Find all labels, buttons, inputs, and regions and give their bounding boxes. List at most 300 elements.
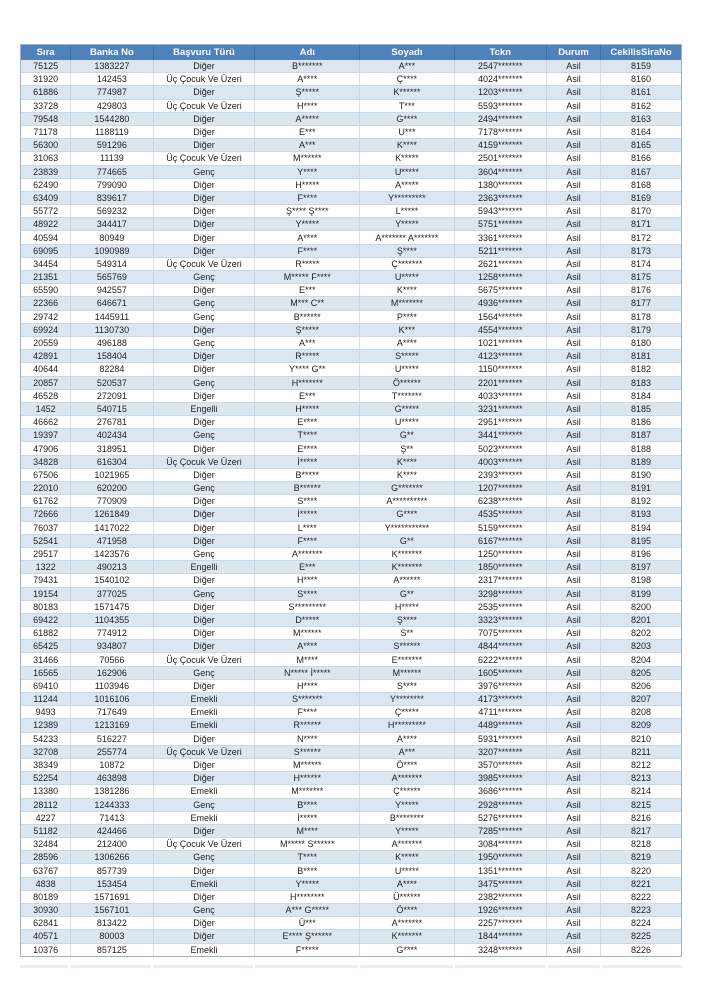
cell-banka-no: 799090	[71, 179, 154, 191]
cell-soyadi: G****	[360, 508, 454, 520]
cell-adi: R******	[255, 719, 360, 731]
cell-banka-no: 516227	[71, 733, 154, 745]
cell-basvuru-turu: Diğer	[154, 113, 256, 125]
cell-banka-no: 153454	[71, 878, 154, 890]
cell-sira: 51182	[21, 825, 71, 837]
cell-banka-no: 142453	[71, 73, 154, 85]
table-row	[21, 508, 681, 521]
cell-tckn: 3985*******	[455, 772, 547, 784]
cell-sira: 28112	[21, 799, 71, 811]
cell-soyadi: H*****	[360, 601, 454, 613]
cell-basvuru-turu: Diğer	[154, 680, 256, 692]
cell-adi: T****	[255, 429, 360, 441]
cell-soyadi: K****	[360, 284, 454, 296]
next-page-edge-segment	[455, 965, 548, 968]
cell-adi: H****	[255, 680, 360, 692]
cell-banka-no: 591296	[71, 139, 154, 151]
cell-basvuru-turu: Emekli	[154, 878, 256, 890]
cell-tckn: 3475*******	[455, 878, 547, 890]
cell-cekilis-sira-no: 8193	[631, 509, 652, 520]
cell-soyadi: E*******	[360, 653, 454, 665]
cell-sira: 1452	[21, 403, 71, 415]
cell-tckn: 5593*******	[455, 100, 547, 112]
cell-banka-no: 463898	[71, 772, 154, 784]
cell-adi: E****	[255, 416, 360, 428]
cell-soyadi: U*****	[360, 416, 454, 428]
cell-sira: 69410	[21, 680, 71, 692]
cell-sira: 79548	[21, 113, 71, 125]
cell-tckn: 5675*******	[455, 284, 547, 296]
table-row	[21, 904, 681, 917]
cell-tckn: 3323*******	[455, 614, 547, 626]
cell-cekilis-sira-no: 8199	[631, 588, 652, 599]
cell-banka-no: 255774	[71, 746, 154, 758]
cell-durum: Asil	[547, 166, 601, 178]
cell-banka-no: 1381286	[71, 785, 154, 797]
cell-adi: Y*****	[255, 878, 360, 890]
cell-basvuru-turu: Engelli	[154, 403, 256, 415]
cell-cekilis-sira-no: 8196	[631, 549, 652, 560]
cell-basvuru-turu: Diğer	[154, 733, 256, 745]
cell-soyadi: Ç****	[360, 73, 454, 85]
cell-soyadi: Ö******	[360, 377, 454, 389]
cell-cekilis-sira-no: 8215	[631, 799, 652, 810]
cell-basvuru-turu: Genç	[154, 904, 256, 916]
table-row	[21, 86, 681, 99]
cell-banka-no: 212400	[71, 838, 154, 850]
cell-sira: 34828	[21, 456, 71, 468]
table-row	[21, 179, 681, 192]
cell-durum: Asil	[547, 812, 601, 824]
cell-tckn: 3231*******	[455, 403, 547, 415]
cell-tckn: 6167*******	[455, 535, 547, 547]
cell-sira: 19397	[21, 429, 71, 441]
cell-tckn: 3441*******	[455, 429, 547, 441]
cell-basvuru-turu: Üç Çocuk Ve Üzeri	[154, 653, 256, 665]
cell-cekilis-sira-no: 8161	[631, 87, 652, 98]
table-row	[21, 442, 681, 455]
cell-banka-no: 646671	[71, 297, 154, 309]
cell-adi: Ş*****	[255, 86, 360, 98]
cell-basvuru-turu: Diğer	[154, 759, 256, 771]
cell-basvuru-turu: Diğer	[154, 126, 256, 138]
cell-tckn: 2547*******	[455, 60, 547, 72]
cell-durum: Asil	[547, 759, 601, 771]
cell-sira: 61882	[21, 627, 71, 639]
cell-durum: Asil	[547, 904, 601, 916]
table-row	[21, 271, 681, 284]
cell-durum: Asil	[547, 746, 601, 758]
cell-soyadi: Ş**	[360, 442, 454, 454]
table-row	[21, 535, 681, 548]
cell-basvuru-turu: Diğer	[154, 218, 256, 230]
cell-tckn: 2501*******	[455, 152, 547, 164]
table-row	[21, 574, 681, 587]
cell-tckn: 3686*******	[455, 785, 547, 797]
cell-durum: Asil	[547, 100, 601, 112]
cell-soyadi: K****	[360, 139, 454, 151]
cell-tckn: 2317*******	[455, 574, 547, 586]
cell-banka-no: 496188	[71, 337, 154, 349]
table-row	[21, 825, 681, 838]
cell-adi: Y*****	[255, 218, 360, 230]
cell-banka-no: 774987	[71, 86, 154, 98]
cell-soyadi: U*****	[360, 363, 454, 375]
cell-durum: Asil	[547, 60, 601, 72]
cell-tckn: 1844*******	[455, 930, 547, 942]
cell-adi: M******	[255, 627, 360, 639]
cell-basvuru-turu: Üç Çocuk Ve Üzeri	[154, 152, 256, 164]
table-row	[21, 311, 681, 324]
cell-banka-no: 80949	[71, 231, 154, 243]
cell-cekilis-sira-no: 8170	[631, 206, 652, 217]
cell-banka-no: 429803	[71, 100, 154, 112]
table-row	[21, 851, 681, 864]
cell-tckn: 2494*******	[455, 113, 547, 125]
cell-soyadi: A**********	[360, 495, 454, 507]
cell-cekilis-sira-no: 8221	[631, 878, 652, 889]
cell-tckn: 4159*******	[455, 139, 547, 151]
cell-adi: F****	[255, 706, 360, 718]
cell-basvuru-turu: Diğer	[154, 324, 256, 336]
cell-cekilis-sira-no: 8195	[631, 535, 652, 546]
cell-tckn: 2257*******	[455, 917, 547, 929]
cell-soyadi: Y*****	[360, 825, 454, 837]
cell-soyadi: K****	[360, 469, 454, 481]
cell-durum: Asil	[547, 799, 601, 811]
cell-tckn: 3361*******	[455, 231, 547, 243]
cell-durum: Asil	[547, 311, 601, 323]
cell-cekilis-sira-no: 8165	[631, 140, 652, 151]
cell-adi: H******	[255, 772, 360, 784]
cell-basvuru-turu: Diğer	[154, 179, 256, 191]
cell-adi: F****	[255, 192, 360, 204]
cell-durum: Asil	[547, 377, 601, 389]
cell-cekilis-sira-no: 8162	[631, 100, 652, 111]
cell-cekilis-sira-no: 8178	[631, 311, 652, 322]
cell-adi: F****	[255, 535, 360, 547]
cell-basvuru-turu: Diğer	[154, 139, 256, 151]
cell-durum: Asil	[547, 152, 601, 164]
cell-adi: A*** G*****	[255, 904, 360, 916]
table-row	[21, 218, 681, 231]
cell-cekilis-sira-no: 8181	[631, 351, 652, 362]
cell-soyadi: A****	[360, 733, 454, 745]
cell-cekilis-sira-no: 8219	[631, 852, 652, 863]
cell-sira: 69095	[21, 245, 71, 257]
cell-cekilis-sira-no: 8169	[631, 192, 652, 203]
cell-soyadi: G****	[360, 113, 454, 125]
cell-tckn: 1380*******	[455, 179, 547, 191]
cell-soyadi: Ç******	[360, 785, 454, 797]
cell-adi: A****	[255, 640, 360, 652]
cell-basvuru-turu: Diğer	[154, 442, 256, 454]
table-row	[21, 482, 681, 495]
table-row	[21, 746, 681, 759]
cell-adi: F*****	[255, 944, 360, 956]
cell-adi: Ş*****	[255, 324, 360, 336]
cell-banka-no: 80003	[71, 930, 154, 942]
cell-durum: Asil	[547, 614, 601, 626]
cell-basvuru-turu: Emekli	[154, 693, 256, 705]
cell-tckn: 3084*******	[455, 838, 547, 850]
cell-tckn: 1203*******	[455, 86, 547, 98]
cell-durum: Asil	[547, 442, 601, 454]
cell-tckn: 2393*******	[455, 469, 547, 481]
cell-basvuru-turu: Emekli	[154, 706, 256, 718]
cell-sira: 75125	[21, 60, 71, 72]
cell-durum: Asil	[547, 363, 601, 375]
cell-soyadi: S*****	[360, 350, 454, 362]
table-row	[21, 152, 681, 165]
cell-soyadi: Ü******	[360, 891, 454, 903]
header-cell-soyadi: Soyadı	[360, 45, 454, 60]
cell-soyadi: A*******	[360, 772, 454, 784]
cell-basvuru-turu: Genç	[154, 377, 256, 389]
cell-adi: A****	[255, 231, 360, 243]
results-table	[20, 44, 682, 957]
cell-cekilis-sira-no: 8200	[631, 601, 652, 612]
cell-durum: Asil	[547, 192, 601, 204]
cell-durum: Asil	[547, 337, 601, 349]
cell-durum: Asil	[547, 324, 601, 336]
cell-durum: Asil	[547, 245, 601, 257]
cell-durum: Asil	[547, 390, 601, 402]
cell-banka-no: 1544280	[71, 113, 154, 125]
cell-soyadi: L*****	[360, 205, 454, 217]
cell-durum: Asil	[547, 535, 601, 547]
cell-sira: 22366	[21, 297, 71, 309]
cell-tckn: 2382*******	[455, 891, 547, 903]
cell-tckn: 2951*******	[455, 416, 547, 428]
cell-sira: 9493	[21, 706, 71, 718]
cell-basvuru-turu: Genç	[154, 311, 256, 323]
cell-soyadi: U*****	[360, 864, 454, 876]
cell-cekilis-sira-no: 8177	[631, 298, 652, 309]
cell-tckn: 2621*******	[455, 258, 547, 270]
cell-soyadi: S**	[360, 627, 454, 639]
cell-cekilis-sira-no: 8185	[631, 403, 652, 414]
cell-basvuru-turu: Diğer	[154, 245, 256, 257]
cell-cekilis-sira-no: 8203	[631, 641, 652, 652]
cell-sira: 80189	[21, 891, 71, 903]
cell-banka-no: 1306266	[71, 851, 154, 863]
cell-cekilis-sira-no: 8175	[631, 272, 652, 283]
cell-sira: 52254	[21, 772, 71, 784]
cell-banka-no: 1130730	[71, 324, 154, 336]
cell-sira: 48922	[21, 218, 71, 230]
table-row	[21, 363, 681, 376]
cell-soyadi: B********	[360, 812, 454, 824]
cell-durum: Asil	[547, 86, 601, 98]
cell-cekilis-sira-no: 8222	[631, 891, 652, 902]
cell-durum: Asil	[547, 548, 601, 560]
cell-cekilis-sira-no: 8209	[631, 720, 652, 731]
table-row	[21, 693, 681, 706]
cell-tckn: 7075*******	[455, 627, 547, 639]
cell-sira: 65425	[21, 640, 71, 652]
cell-basvuru-turu: Diğer	[154, 522, 256, 534]
cell-durum: Asil	[547, 785, 601, 797]
cell-basvuru-turu: Diğer	[154, 469, 256, 481]
cell-durum: Asil	[547, 271, 601, 283]
table-row	[21, 838, 681, 851]
cell-basvuru-turu: Genç	[154, 667, 256, 679]
next-page-edge-segment	[548, 965, 602, 968]
cell-sira: 1322	[21, 561, 71, 573]
table-row	[21, 60, 681, 73]
table-row	[21, 799, 681, 812]
cell-cekilis-sira-no: 8206	[631, 680, 652, 691]
cell-adi: S*******	[255, 693, 360, 705]
cell-soyadi: K***	[360, 324, 454, 336]
table-body	[21, 60, 681, 956]
cell-soyadi: A******* A*******	[360, 231, 454, 243]
cell-durum: Asil	[547, 297, 601, 309]
cell-tckn: 6222*******	[455, 653, 547, 665]
cell-adi: S*********	[255, 601, 360, 613]
cell-durum: Asil	[547, 350, 601, 362]
cell-sira: 54233	[21, 733, 71, 745]
cell-sira: 40594	[21, 231, 71, 243]
cell-cekilis-sira-no: 8202	[631, 628, 652, 639]
cell-tckn: 5276*******	[455, 812, 547, 824]
cell-cekilis-sira-no: 8214	[631, 786, 652, 797]
cell-durum: Asil	[547, 706, 601, 718]
cell-basvuru-turu: Diğer	[154, 231, 256, 243]
cell-cekilis-sira-no: 8217	[631, 825, 652, 836]
table-row	[21, 100, 681, 113]
next-page-edge-segment	[153, 965, 255, 968]
cell-cekilis-sira-no: 8191	[631, 483, 652, 494]
cell-tckn: 5751*******	[455, 218, 547, 230]
cell-adi: N****	[255, 733, 360, 745]
cell-basvuru-turu: Diğer	[154, 772, 256, 784]
cell-soyadi: A****	[360, 878, 454, 890]
cell-soyadi: K*****	[360, 851, 454, 863]
cell-banka-no: 1417022	[71, 522, 154, 534]
header-cell-adi: Adı	[255, 45, 360, 60]
cell-basvuru-turu: Üç Çocuk Ve Üzeri	[154, 746, 256, 758]
cell-cekilis-sira-no: 8164	[631, 127, 652, 138]
cell-cekilis-sira-no: 8226	[631, 944, 652, 955]
table-row	[21, 429, 681, 442]
cell-banka-no: 70566	[71, 653, 154, 665]
cell-sira: 40644	[21, 363, 71, 375]
cell-basvuru-turu: Diğer	[154, 192, 256, 204]
cell-tckn: 1258*******	[455, 271, 547, 283]
table-row	[21, 245, 681, 258]
cell-banka-no: 1104355	[71, 614, 154, 626]
cell-sira: 52541	[21, 535, 71, 547]
cell-tckn: 5931*******	[455, 733, 547, 745]
cell-sira: 31920	[21, 73, 71, 85]
cell-sira: 29742	[21, 311, 71, 323]
cell-durum: Asil	[547, 403, 601, 415]
cell-sira: 32708	[21, 746, 71, 758]
cell-durum: Asil	[547, 231, 601, 243]
cell-sira: 63767	[21, 864, 71, 876]
cell-basvuru-turu: Genç	[154, 851, 256, 863]
cell-basvuru-turu: Genç	[154, 166, 256, 178]
cell-durum: Asil	[547, 944, 601, 956]
cell-basvuru-turu: Üç Çocuk Ve Üzeri	[154, 456, 256, 468]
cell-durum: Asil	[547, 891, 601, 903]
cell-sira: 32484	[21, 838, 71, 850]
cell-adi: A*******	[255, 548, 360, 560]
cell-sira: 46662	[21, 416, 71, 428]
table-header	[21, 45, 681, 60]
cell-cekilis-sira-no: 8174	[631, 258, 652, 269]
cell-durum: Asil	[547, 561, 601, 573]
cell-sira: 30930	[21, 904, 71, 916]
cell-adi: S****	[255, 588, 360, 600]
cell-banka-no: 565769	[71, 271, 154, 283]
table-row	[21, 614, 681, 627]
cell-cekilis-sira-no: 8224	[631, 918, 652, 929]
cell-durum: Asil	[547, 917, 601, 929]
cell-sira: 40571	[21, 930, 71, 942]
cell-durum: Asil	[547, 429, 601, 441]
cell-cekilis-sira-no: 8198	[631, 575, 652, 586]
cell-sira: 62841	[21, 917, 71, 929]
cell-soyadi: S******	[360, 640, 454, 652]
cell-durum: Asil	[547, 864, 601, 876]
table-row	[21, 917, 681, 930]
cell-durum: Asil	[547, 126, 601, 138]
cell-banka-no: 10872	[71, 759, 154, 771]
cell-durum: Asil	[547, 113, 601, 125]
cell-basvuru-turu: Genç	[154, 548, 256, 560]
cell-tckn: 1351*******	[455, 864, 547, 876]
cell-soyadi: A****	[360, 337, 454, 349]
cell-cekilis-sira-no: 8159	[631, 61, 652, 72]
next-page-edge-segment	[360, 965, 455, 968]
cell-cekilis-sira-no: 8166	[631, 153, 652, 164]
table-row	[21, 297, 681, 310]
cell-sira: 46528	[21, 390, 71, 402]
cell-banka-no: 1213169	[71, 719, 154, 731]
cell-soyadi: U***	[360, 126, 454, 138]
cell-durum: Asil	[547, 508, 601, 520]
cell-soyadi: T***	[360, 100, 454, 112]
cell-tckn: 3570*******	[455, 759, 547, 771]
table-row	[21, 456, 681, 469]
cell-basvuru-turu: Genç	[154, 482, 256, 494]
cell-basvuru-turu: Diğer	[154, 825, 256, 837]
cell-basvuru-turu: Emekli	[154, 719, 256, 731]
cell-basvuru-turu: Genç	[154, 337, 256, 349]
cell-durum: Asil	[547, 284, 601, 296]
cell-soyadi: A***	[360, 60, 454, 72]
cell-adi: A***	[255, 139, 360, 151]
cell-banka-no: 1244333	[71, 799, 154, 811]
cell-tckn: 1150*******	[455, 363, 547, 375]
cell-banka-no: 857739	[71, 864, 154, 876]
cell-soyadi: S****	[360, 680, 454, 692]
cell-basvuru-turu: Diğer	[154, 284, 256, 296]
next-page-edge-segment	[20, 965, 70, 968]
cell-basvuru-turu: Üç Çocuk Ve Üzeri	[154, 258, 256, 270]
cell-basvuru-turu: Diğer	[154, 390, 256, 402]
cell-tckn: 2535*******	[455, 601, 547, 613]
cell-sira: 11244	[21, 693, 71, 705]
cell-sira: 47906	[21, 442, 71, 454]
cell-soyadi: K****	[360, 456, 454, 468]
cell-sira: 71178	[21, 126, 71, 138]
cell-tckn: 2928*******	[455, 799, 547, 811]
cell-adi: E**** Ş******	[255, 930, 360, 942]
